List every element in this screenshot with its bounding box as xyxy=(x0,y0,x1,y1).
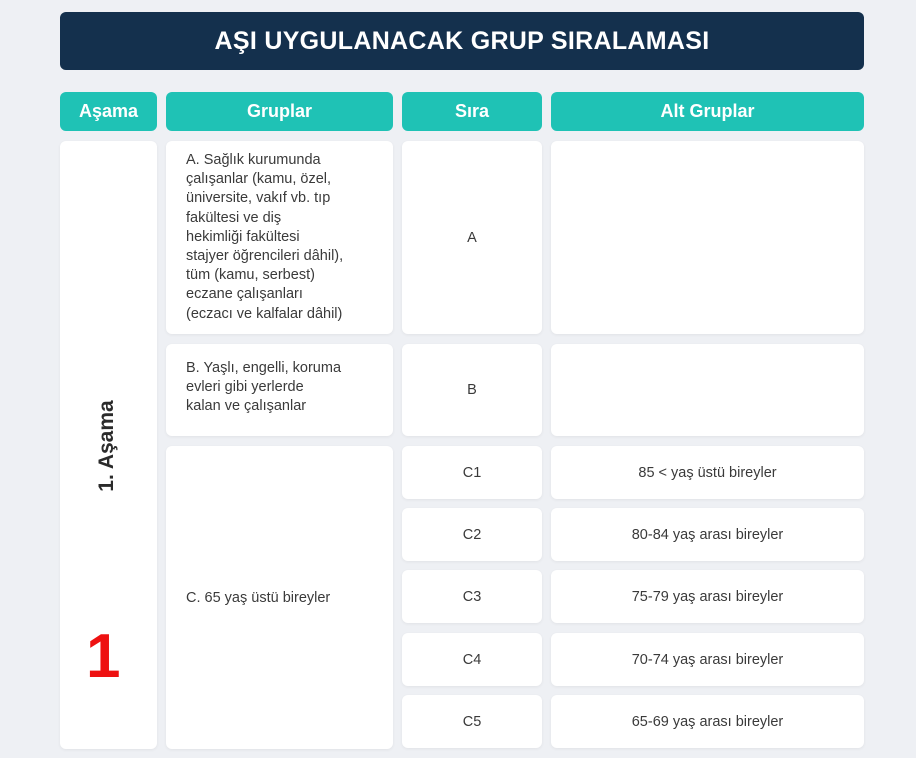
page-title: AŞI UYGULANACAK GRUP SIRALAMASI xyxy=(60,12,864,70)
group-b-line: kalan ve çalışanlar xyxy=(186,398,307,415)
group-b-cell xyxy=(166,344,393,436)
group-c-cell: C. 65 yaş üstü bireyler xyxy=(166,446,393,749)
subgroup-c2-cell: 80-84 yaş arası bireyler xyxy=(551,508,864,561)
order-c3-cell: C3 xyxy=(402,570,542,623)
group-a-line: çalışanlar (kamu, özel, xyxy=(186,171,332,188)
header-stage: Aşama xyxy=(60,92,157,131)
group-b-line: B. Yaşlı, engelli, koruma xyxy=(186,360,342,376)
group-a-line: üniversite, vakıf vb. tıp xyxy=(186,190,331,207)
order-b-cell: B xyxy=(402,344,542,436)
order-c5-cell: C5 xyxy=(402,695,542,748)
header-subgroups: Alt Gruplar xyxy=(551,92,864,131)
subgroup-c4-cell: 70-74 yaş arası bireyler xyxy=(551,633,864,686)
group-a-line: eczane çalışanları xyxy=(186,286,303,303)
group-a-line: fakültesi ve diş xyxy=(186,209,282,226)
subgroup-c5-cell: 65-69 yaş arası bireyler xyxy=(551,695,864,748)
header-groups: Gruplar xyxy=(166,92,393,131)
group-a-line: (eczacı ve kalfalar dâhil) xyxy=(186,305,343,322)
header-order: Sıra xyxy=(402,92,542,131)
group-a-line: stajyer öğrencileri dâhil), xyxy=(186,248,344,265)
subgroup-c3-cell: 75-79 yaş arası bireyler xyxy=(551,570,864,623)
group-a-line: hekimliği fakültesi xyxy=(186,228,300,245)
group-a-line: A. Sağlık kurumunda xyxy=(186,152,321,168)
order-a-cell: A xyxy=(402,141,542,334)
group-b-line: evleri gibi yerlerde xyxy=(186,379,304,396)
stage-annotation: 1 xyxy=(86,622,121,691)
subgroup-a-cell xyxy=(551,141,864,334)
order-c1-cell: C1 xyxy=(402,446,542,499)
subgroup-b-cell xyxy=(551,344,864,436)
group-a-cell xyxy=(166,141,393,334)
subgroup-c1-cell: 85 < yaş üstü bireyler xyxy=(551,446,864,499)
order-c2-cell: C2 xyxy=(402,508,542,561)
group-a-line: tüm (kamu, serbest) xyxy=(186,267,315,284)
stage-label: 1. Aşama xyxy=(95,400,118,492)
order-c4-cell: C4 xyxy=(402,633,542,686)
